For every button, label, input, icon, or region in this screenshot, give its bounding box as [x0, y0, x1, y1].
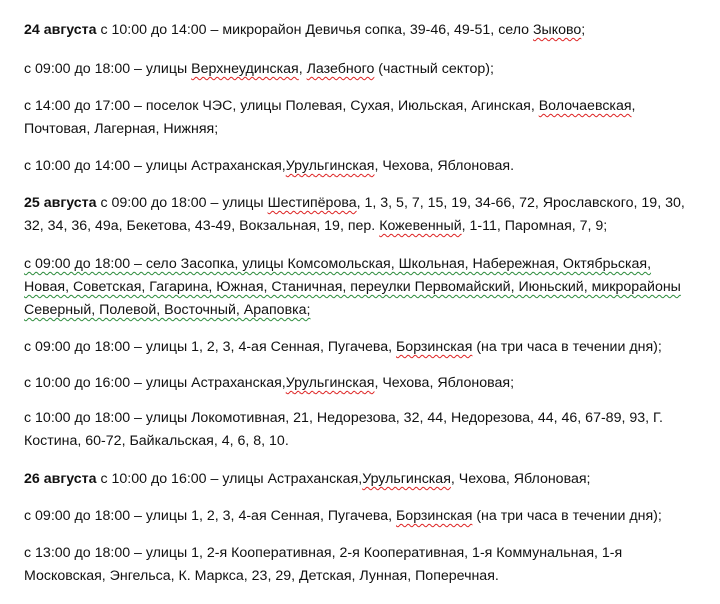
schedule-paragraph: [24, 58, 714, 81]
schedule-paragraph-aug25: [24, 192, 714, 238]
text-line: [24, 299, 714, 322]
text-run: с 10:00 до 18:00 – улицы Локомотивная, 21, Недорезова, 32, 44, Недорезова, 44, 46, 67-89, 93, Г.: [24, 410, 663, 426]
spellcheck-flagged-word: Зыково: [532, 22, 582, 38]
grammar-flagged-text: Северный, Полевой, Восточный, Араповка;: [24, 302, 311, 318]
text-run: , 1-11, Паромная, 7, 9;: [461, 218, 608, 234]
text-run: с 09:00 до 18:00 – улицы 1, 2, 3, 4-ая Сенная, Пугачева,: [24, 508, 396, 524]
date-heading: 24 августа: [24, 22, 97, 38]
schedule-paragraph-aug24: [24, 19, 714, 42]
text-run: с 09:00 до 18:00 – улицы: [24, 61, 192, 77]
spellcheck-flagged-word: Борзинская: [396, 339, 473, 355]
grammar-flagged-text: с 09:00 до 18:00 – село Засопка, улицы Комсомольская, Школьная, Набережная, Октябрьская,: [24, 256, 652, 272]
schedule-paragraph: [24, 407, 714, 453]
text-line: [24, 215, 714, 238]
date-heading: 26 августа: [24, 471, 97, 487]
spellcheck-flagged-word: Верхнеудинская: [191, 61, 299, 77]
text-run: с 14:00 до 17:00 – поселок ЧЭС, улицы Полевая, Сухая, Июльская, Агинская,: [24, 98, 539, 114]
text-run: , Чехова, Яблоновая;: [450, 471, 591, 487]
schedule-paragraph: [24, 253, 714, 322]
schedule-paragraph: [24, 542, 714, 588]
schedule-paragraph: [24, 336, 714, 359]
text-line: [24, 565, 714, 588]
text-run: 32, 34, 36, 49а, Бекетова, 43-49, Вокзальная, 19, пер.: [24, 218, 380, 234]
schedule-paragraph: [24, 372, 714, 395]
text-run: с 09:00 до 18:00 – улицы: [96, 195, 268, 211]
text-run: (частный сектор);: [374, 61, 494, 77]
text-run: с 09:00 до 18:00 – улицы 1, 2, 3, 4-ая Сенная, Пугачева,: [24, 339, 396, 355]
schedule-paragraph: [24, 95, 714, 141]
text-run: с 10:00 до 16:00 – улицы Астраханская,: [96, 471, 363, 487]
schedule-paragraph: [24, 155, 714, 178]
text-line: [24, 276, 714, 299]
text-line: [24, 95, 714, 118]
text-run: Костина, 60-72, Байкальская, 4, 6, 8, 10.: [24, 433, 289, 449]
text-run: ;: [581, 22, 586, 38]
text-line: [24, 192, 714, 215]
text-line: [24, 505, 714, 528]
spellcheck-flagged-word: Урульгинская: [285, 375, 375, 391]
text-line: [24, 155, 714, 178]
spellcheck-flagged-word: Борзинская: [396, 508, 473, 524]
spellcheck-flagged-word: Шестипёрова: [267, 195, 357, 211]
text-line: [24, 336, 714, 359]
text-line: [24, 19, 714, 42]
text-run: с 10:00 до 14:00 – микрорайон Девичья сопка, 39-46, 49-51, село: [96, 22, 533, 38]
spellcheck-flagged-word: Урульгинская: [285, 158, 375, 174]
text-run: Почтовая, Лагерная, Нижняя;: [24, 121, 219, 137]
spellcheck-flagged-word: Волочаевская: [538, 98, 632, 114]
spellcheck-flagged-word: Лазебного: [306, 61, 375, 77]
schedule-paragraph-aug26: [24, 468, 714, 491]
text-run: (на три часа в течении дня);: [472, 339, 662, 355]
text-line: [24, 372, 714, 395]
text-run: , 1, 3, 5, 7, 15, 19, 34-66, 72, Ярославского, 19, 30,: [356, 195, 685, 211]
date-heading: 25 августа: [24, 195, 97, 211]
spellcheck-flagged-word: Кожевенный: [379, 218, 462, 234]
text-run: с 13:00 до 18:00 – улицы 1, 2-я Кооперативная, 2-я Кооперативная, 1-я Коммунальная, 1-я: [24, 545, 623, 561]
text-run: (на три часа в течении дня);: [472, 508, 662, 524]
text-line: [24, 430, 714, 453]
spellcheck-flagged-word: Урульгинская: [362, 471, 451, 487]
text-run: , Чехова, Яблоновая.: [374, 158, 515, 174]
schedule-paragraph: [24, 505, 714, 528]
text-run: ,: [631, 98, 636, 114]
text-run: с 10:00 до 14:00 – улицы Астраханская,: [24, 158, 286, 174]
text-line: [24, 542, 714, 565]
text-line: [24, 58, 714, 81]
text-line: [24, 253, 714, 276]
text-run: Московская, Энгельса, К. Маркса, 23, 29, Детская, Лунная, Поперечная.: [24, 568, 499, 584]
text-run: , Чехова, Яблоновая;: [374, 375, 515, 391]
text-line: [24, 468, 714, 491]
grammar-flagged-text: Новая, Советская, Гагарина, Южная, Станичная, переулки Первомайский, Июньский, микрорайоны: [24, 279, 681, 295]
text-line: [24, 407, 714, 430]
text-line: [24, 118, 714, 141]
text-run: с 10:00 до 16:00 – улицы Астраханская,: [24, 375, 286, 391]
text-run: ,: [298, 61, 307, 77]
